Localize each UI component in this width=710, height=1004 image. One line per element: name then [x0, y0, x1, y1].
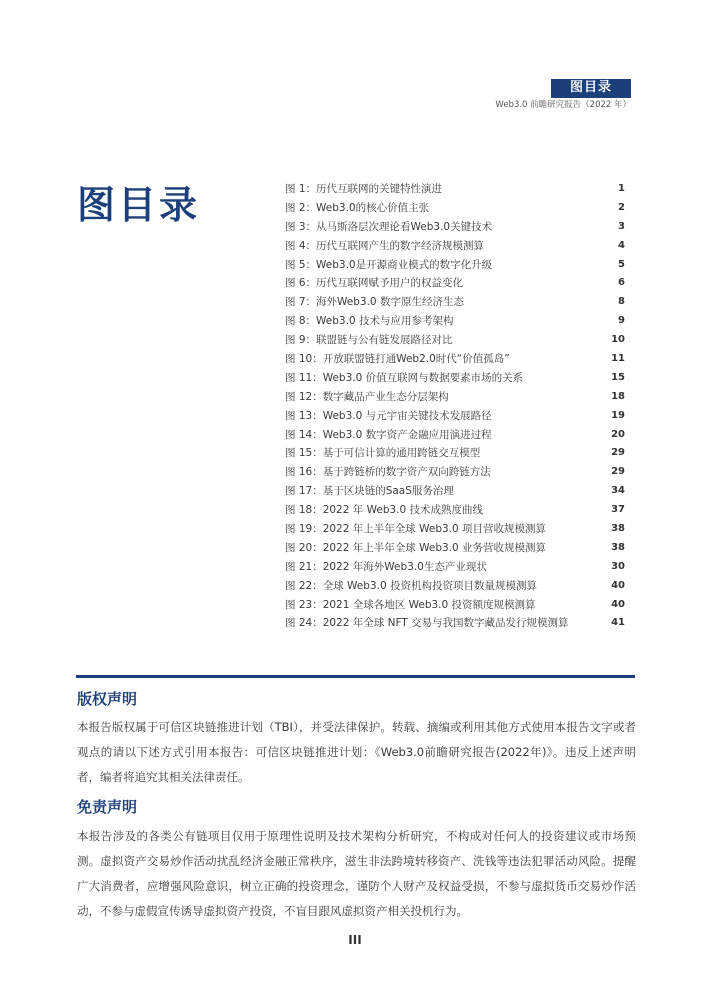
figure-title: 图 2：Web3.0的核心价值主张	[285, 201, 430, 214]
disclaimer-heading: 免责声明	[77, 798, 138, 816]
figure-title: 图 19：2022 年上半年全球 Web3.0 项目营收规模测算	[285, 522, 547, 535]
page-number: III	[348, 933, 362, 947]
figure-list-item[interactable]	[285, 349, 625, 368]
disclaimer-text: 本报告涉及的各类公有链项目仅用于原理性说明及技术架构分析研究，不构成对任何人的投资建议或市场预测。虚拟资产交易炒作活动扰乱经济金融正常秩序，滋生非法跨境转移资产、洗钱等违法犯罪活动风险。提醒广大消费者，应增强风险意识，树立正确的投资理念，谨防个人财产及权益受损，不参与虚拟货币交易炒作活动，不参与虚假宣传诱导虚拟资产投资，不盲目跟风虚拟资产相关投机行为。	[77, 829, 636, 918]
figure-title: 图 10：开放联盟链打通Web2.0时代“价值孤岛”	[285, 352, 510, 365]
page-title: 图目录	[77, 183, 201, 227]
header-section-tag: 图目录	[551, 79, 631, 97]
figure-page-number: 40	[611, 579, 625, 591]
figure-page-number: 10	[611, 334, 625, 346]
figure-page-number: 9	[618, 315, 625, 327]
figure-list-item[interactable]	[285, 368, 625, 387]
figure-list-item[interactable]	[285, 387, 625, 406]
figure-page-number: 11	[611, 352, 625, 364]
figure-page-number: 34	[611, 485, 625, 497]
figure-list	[285, 179, 625, 632]
figure-title: 图 1：历代互联网的关键特性演进	[285, 182, 443, 195]
figure-list-item[interactable]	[285, 425, 625, 444]
figure-page-number: 29	[611, 447, 625, 459]
figure-list-item[interactable]	[285, 576, 625, 595]
figure-list-item[interactable]	[285, 236, 625, 255]
figure-page-number: 8	[618, 296, 625, 308]
figure-title: 图 23：2021 全球各地区 Web3.0 投资额度规模测算	[285, 598, 536, 611]
figure-list-item[interactable]	[285, 462, 625, 481]
figure-page-number: 6	[618, 277, 625, 289]
figure-title: 图 14：Web3.0 数字资产金融应用演进过程	[285, 428, 492, 441]
figure-title: 图 3：从马斯洛层次理论看Web3.0关键技术	[285, 220, 493, 233]
figure-list-item[interactable]	[285, 273, 625, 292]
figure-page-number: 41	[611, 617, 625, 629]
figure-list-item[interactable]	[285, 311, 625, 330]
figure-title: 图 16：基于跨链桥的数字资产双向跨链方法	[285, 466, 491, 479]
figure-list-item[interactable]	[285, 255, 625, 274]
figure-list-item[interactable]	[285, 198, 625, 217]
figure-page-number: 38	[611, 541, 625, 553]
figure-page-number: 4	[618, 239, 625, 251]
figure-title: 图 17：基于区块链的SaaS服务治理	[285, 485, 454, 498]
figure-title: 图 24：2022 年全球 NFT 交易与我国数字藏品发行规模测算	[285, 617, 569, 630]
figure-title: 图 13：Web3.0 与元宇宙关键技术发展路径	[285, 409, 492, 422]
figure-title: 图 4：历代互联网产生的数字经济规模测算	[285, 239, 485, 252]
figure-page-number: 19	[611, 409, 625, 421]
figure-page-number: 1	[618, 182, 625, 194]
figure-list-item[interactable]	[285, 217, 625, 236]
figure-list-item[interactable]	[285, 519, 625, 538]
figure-page-number: 5	[618, 258, 625, 270]
figure-page-number: 2	[618, 201, 625, 213]
figure-title: 图 18：2022 年 Web3.0 技术成熟度曲线	[285, 504, 484, 517]
figure-page-number: 37	[611, 504, 625, 516]
header-report-title: Web3.0 前瞻研究报告（2022 年）	[495, 100, 631, 110]
figure-page-number: 3	[618, 220, 625, 232]
figure-title: 图 8：Web3.0 技术与应用参考架构	[285, 315, 454, 328]
copyright-heading: 版权声明	[77, 690, 138, 708]
figure-list-item[interactable]	[285, 557, 625, 576]
figure-list-item[interactable]	[285, 481, 625, 500]
section-divider	[76, 675, 635, 678]
figure-title: 图 22：全球 Web3.0 投资机构投资项目数量规模测算	[285, 579, 537, 592]
figure-title: 图 21：2022 年海外Web3.0生态产业现状	[285, 560, 487, 573]
figure-title: 图 6：历代互联网赋予用户的权益变化	[285, 277, 464, 290]
figure-title: 图 5：Web3.0是开源商业模式的数字化升级	[285, 258, 493, 271]
figure-list-item[interactable]	[285, 179, 625, 198]
figure-title: 图 15：基于可信计算的通用跨链交互模型	[285, 447, 481, 460]
figure-list-item[interactable]	[285, 595, 625, 614]
figure-page-number: 30	[611, 560, 625, 572]
figure-page-number: 15	[611, 371, 625, 383]
figure-list-item[interactable]	[285, 406, 625, 425]
figure-list-item[interactable]	[285, 613, 625, 632]
figure-list-item[interactable]	[285, 330, 625, 349]
figure-list-item[interactable]	[285, 538, 625, 557]
copyright-text: 本报告版权属于可信区块链推进计划（TBI），并受法律保护。转载、摘编或利用其他方式使用本报告文字或者观点的请以下述方式引用本报告：可信区块链推进计划：《Web3.0前瞻研究报告(2022年)》。违反上述声明者，编者将追究其相关法律责任。	[77, 720, 636, 784]
figure-page-number: 38	[611, 522, 625, 534]
figure-page-number: 29	[611, 466, 625, 478]
figure-list-item[interactable]	[285, 443, 625, 462]
figure-title: 图 20：2022 年上半年全球 Web3.0 业务营收规模测算	[285, 541, 547, 554]
figure-page-number: 20	[611, 428, 625, 440]
figure-page-number: 18	[611, 390, 625, 402]
figure-title: 图 9：联盟链与公有链发展路径对比	[285, 334, 453, 347]
figure-title: 图 7：海外Web3.0 数字原生经济生态	[285, 296, 464, 309]
figure-title: 图 11：Web3.0 价值互联网与数据要素市场的关系	[285, 371, 524, 384]
figure-title: 图 12：数字藏品产业生态分层架构	[285, 390, 449, 403]
figure-list-item[interactable]	[285, 292, 625, 311]
figure-list-item[interactable]	[285, 500, 625, 519]
figure-page-number: 40	[611, 598, 625, 610]
